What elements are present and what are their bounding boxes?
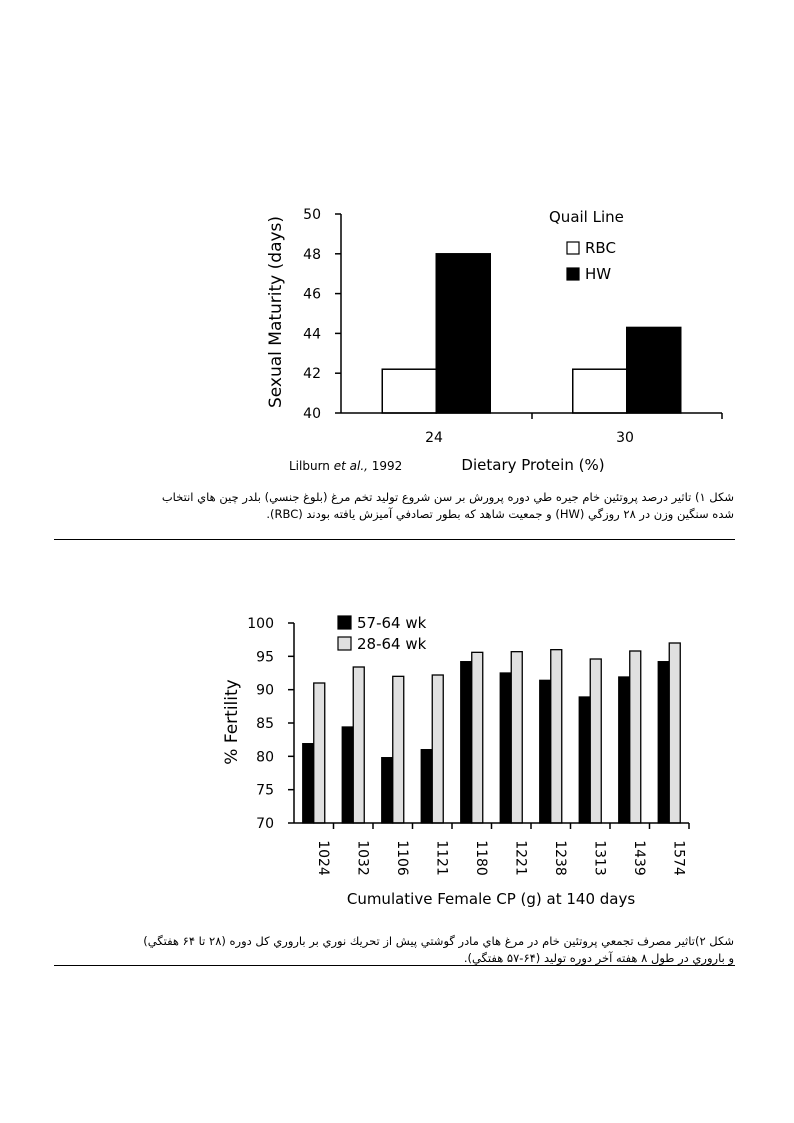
- chart-1: [0, 0, 794, 480]
- chart2-y-tick-label: 90: [256, 682, 274, 699]
- chart2-bar-57-64wk-1121: [421, 750, 432, 823]
- chart1-y-tick-label: 44: [303, 326, 321, 343]
- chart2-y-axis-title: % Fertility: [222, 679, 242, 765]
- chart2-bars: [303, 643, 681, 823]
- chart2-y-tick-label: 80: [256, 749, 274, 766]
- chart2-x-axis-title: Cumulative Female CP (g) at 140 days: [346, 890, 636, 908]
- chart2-y-tick-label: 95: [256, 649, 274, 666]
- chart2-bar-57-64wk-1238: [540, 680, 551, 823]
- chart2-bar-28-64wk-1439: [630, 651, 641, 823]
- caption-line: شده سنگين وزن در ۲۸ روزگي (HW) و جمعيت شاهد كه بطور تصادفي آميزش يافته بودند (RBC).: [266, 507, 734, 521]
- caption-line: و باروري در طول ۸ هفته آخر دوره توليد (۶۴-۵۷ هفتگي).: [463, 951, 734, 965]
- chart2-bar-57-64wk-1106: [382, 758, 393, 823]
- chart2-legend-swatch-28-64: [338, 637, 351, 650]
- chart2-legend-label-28-64: 28-64 wk: [357, 635, 427, 653]
- chart2-y-tick-label: 100: [247, 616, 274, 632]
- chart1-legend-swatch-rbc: [567, 242, 579, 254]
- chart2-legend-swatch-57-64: [338, 616, 351, 629]
- chart1-source: [289, 459, 402, 473]
- chart2-x-tick-label: 1221: [512, 840, 529, 876]
- chart2-x-tick-label: 1238: [551, 840, 568, 876]
- chart1-bar-rbc-30: [573, 369, 627, 413]
- chart2-x-tick-label: 1574: [670, 840, 687, 876]
- chart2-x-tick-label: 1106: [393, 840, 410, 876]
- chart2-bar-57-64wk-1574: [658, 662, 669, 823]
- chart2-x-tick-label: 1180: [472, 840, 489, 876]
- chart2-bar-28-64wk-1574: [669, 643, 680, 823]
- chart2-bar-28-64wk-1032: [353, 667, 364, 823]
- chart1-y-axis-title: Sexual Maturity (days): [266, 215, 286, 409]
- chart2-x-tick-label: 1439: [630, 840, 647, 876]
- chart1-legend-title: Quail Line: [549, 208, 624, 226]
- chart1-legend-label-hw: HW: [585, 265, 612, 283]
- chart1-y-tick-label: 42: [303, 366, 321, 383]
- chart2-x-tick-label: 1313: [591, 840, 608, 876]
- chart2-y-tick-label: 75: [256, 782, 274, 799]
- chart2-bar-57-64wk-1032: [342, 727, 353, 823]
- chart2-x-tick-label: 1024: [314, 840, 331, 876]
- chart1-legend-label-rbc: RBC: [585, 239, 616, 257]
- chart2-y-tick-label: 70: [256, 816, 274, 832]
- chart2-bar-28-64wk-1180: [472, 652, 483, 823]
- chart2-bar-28-64wk-1221: [511, 652, 522, 823]
- chart1-y-tick-label: 40: [303, 406, 321, 422]
- chart2-x-ticks: [315, 823, 689, 876]
- chart1-bar-hw-30: [627, 327, 681, 413]
- chart1-y-ticks: [303, 207, 341, 422]
- chart2-bar-28-64wk-1238: [551, 650, 562, 823]
- chart2-bar-57-64wk-1221: [500, 673, 511, 823]
- chart2-y-tick-label: 85: [256, 716, 274, 732]
- chart1-x-tick-label: 30: [616, 430, 634, 446]
- chart1-x-tick-label: 24: [425, 430, 443, 446]
- chart2-x-tick-label: 1032: [354, 840, 371, 876]
- chart2-x-tick-label: 1121: [433, 840, 450, 876]
- chart1-source-etal: et al.,: [333, 459, 368, 473]
- chart2-legend-label-57-64: 57-64 wk: [357, 614, 427, 632]
- chart2-bar-28-64wk-1121: [432, 675, 443, 823]
- chart1-y-tick-label: 48: [303, 246, 321, 263]
- chart1-bar-hw-24: [436, 254, 490, 413]
- chart1-y-tick-label: 46: [303, 286, 321, 303]
- chart-2: [0, 600, 794, 925]
- caption-line: شكل ۱) تاثير درصد پروتئين خام جيره طي دوره پرورش بر سن شروع توليد تخم مرغ (بلوغ جنسي) بلدر چين هاي انتخاب: [161, 490, 734, 504]
- chart2-bar-28-64wk-1024: [314, 683, 325, 823]
- chart1-bar-rbc-24: [382, 369, 436, 413]
- separator-line: [54, 539, 735, 540]
- chart1-legend-swatch-hw: [567, 268, 579, 280]
- chart1-source-year: 1992: [371, 459, 403, 473]
- chart1-y-tick-label: 50: [303, 207, 321, 223]
- chart1-source-author: Lilburn: [289, 459, 330, 473]
- figure-1-caption: [58, 489, 734, 523]
- chart2-bar-57-64wk-1313: [579, 697, 590, 823]
- chart2-bar-57-64wk-1180: [461, 662, 472, 823]
- chart2-bar-57-64wk-1439: [619, 677, 630, 823]
- caption-line: شكل ۲)تاثير مصرف تجمعي پروتئين خام در مرغ هاي مادر گوشتي پيش از تحريك نوري بر باروري كل دوره (۲۸ تا ۶۴ هفتگي): [143, 934, 734, 948]
- figure-2-caption: [58, 933, 734, 967]
- chart2-bar-28-64wk-1313: [590, 659, 601, 823]
- chart2-y-ticks: [247, 616, 294, 832]
- separator-line: [54, 965, 735, 966]
- chart1-bars: [382, 254, 681, 413]
- chart2-bar-57-64wk-1024: [303, 744, 314, 823]
- chart2-bar-28-64wk-1106: [393, 676, 404, 823]
- chart1-x-axis-title: Dietary Protein (%): [461, 456, 605, 474]
